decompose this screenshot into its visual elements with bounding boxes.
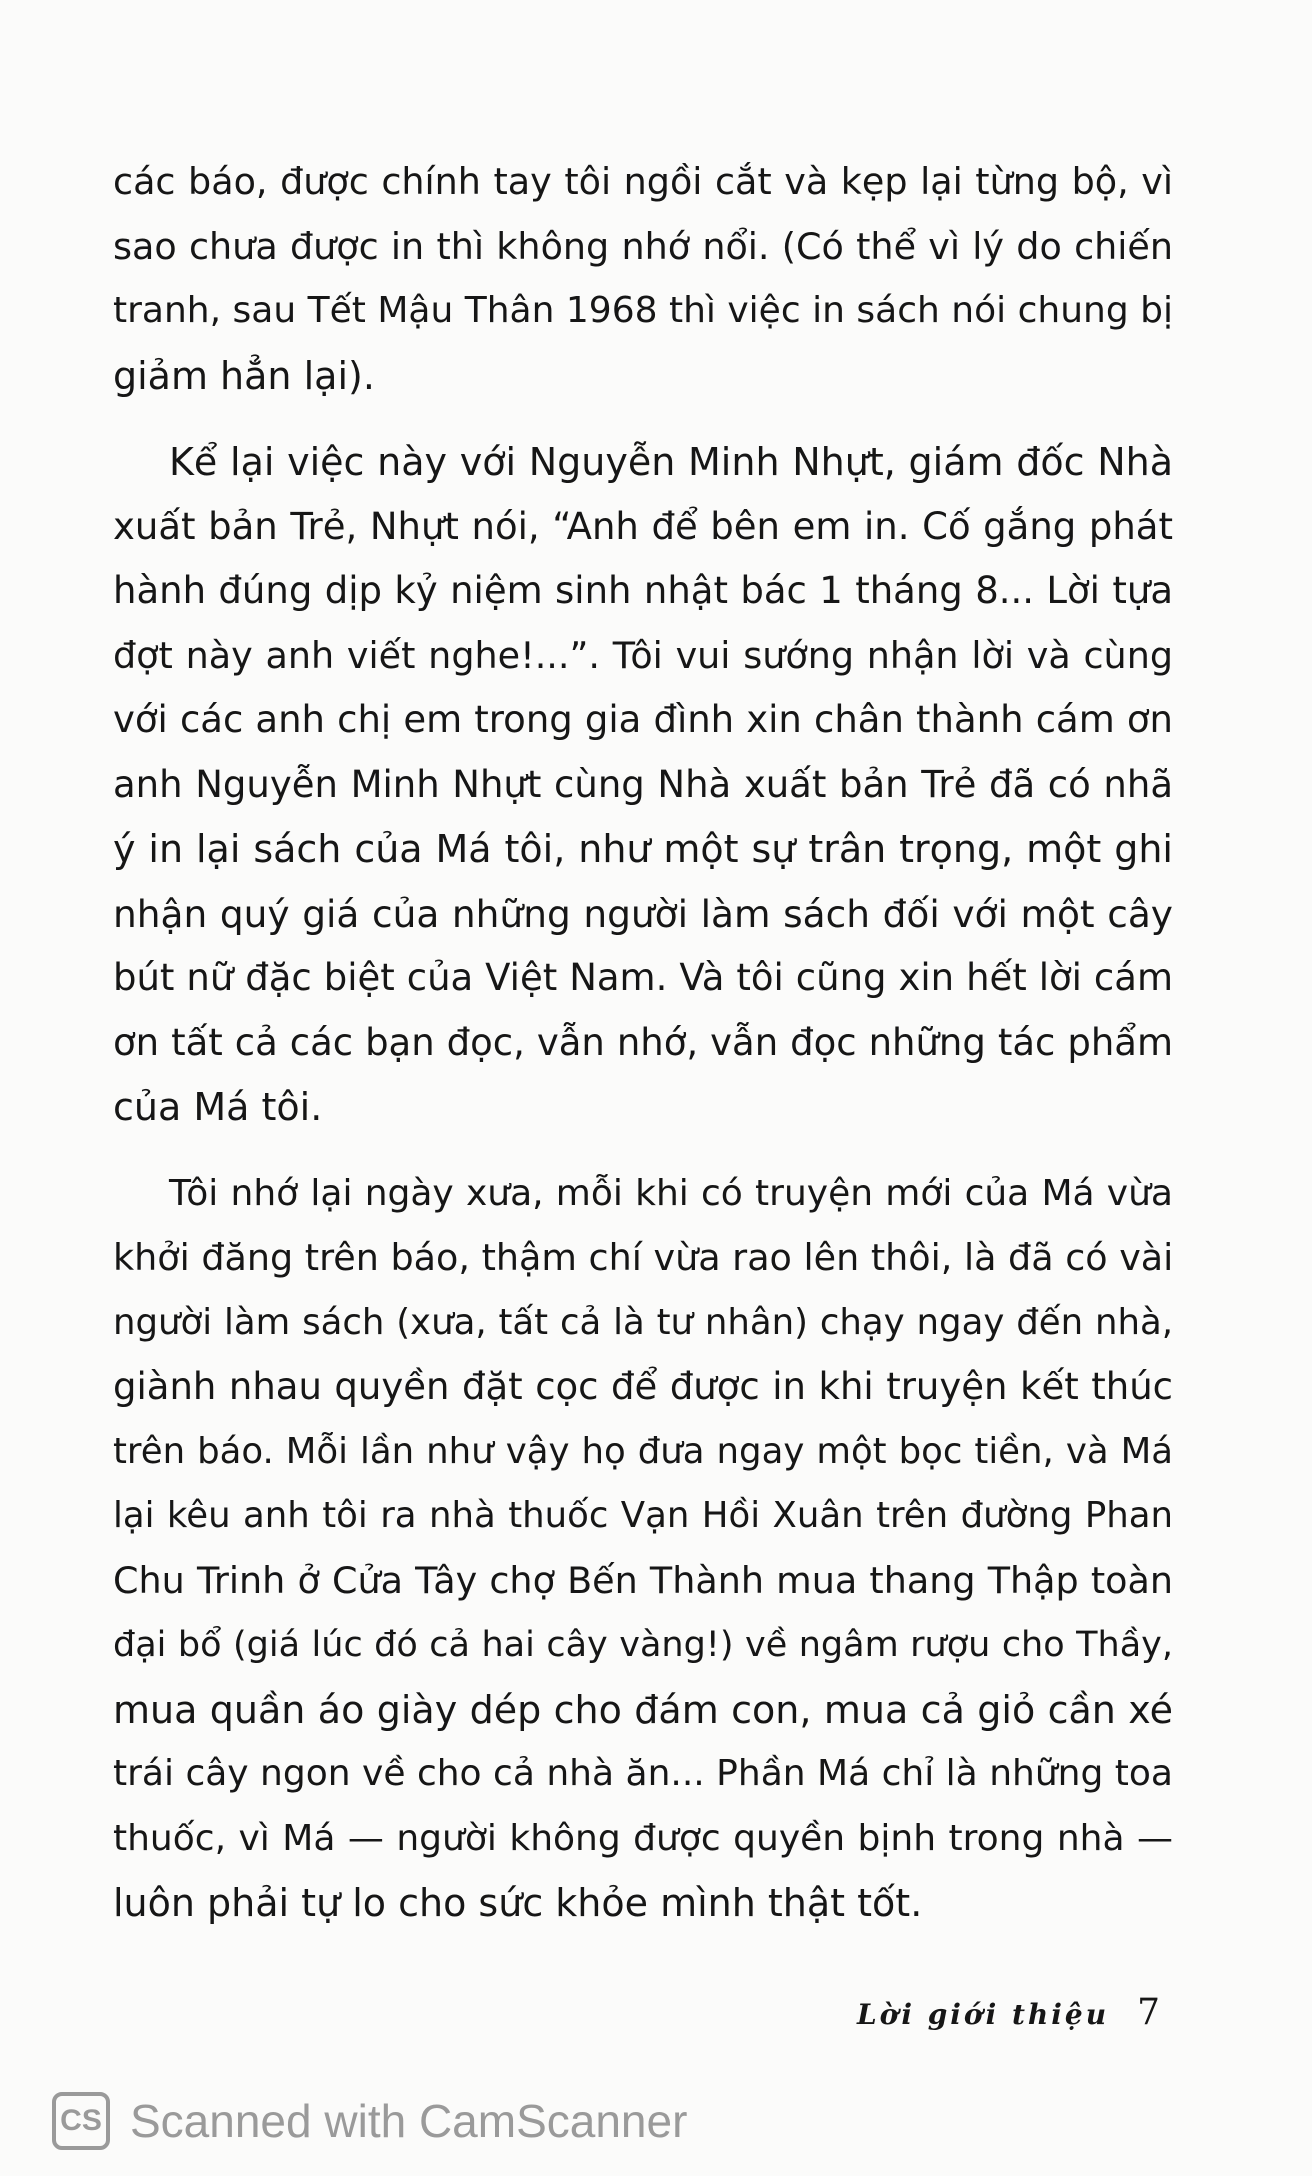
page-footer: [857, 1992, 1160, 2033]
camscanner-logo-icon: CS: [52, 2092, 110, 2150]
text-line: đại bổ (giá lúc đó cả hai cây vàng!) về ngâm rượu cho Thầy,: [113, 1625, 1173, 1665]
text-line: hành đúng dịp kỷ niệm sinh nhật bác 1 tháng 8... Lời tựa: [113, 569, 1173, 612]
text-line: giảm hẳn lại).: [113, 353, 375, 398]
text-line: anh Nguyễn Minh Nhựt cùng Nhà xuất bản Trẻ đã có nhã: [113, 762, 1173, 806]
page-number: 7: [1137, 1992, 1160, 2033]
text-line: Tôi nhớ lại ngày xưa, mỗi khi có truyện mới của Má vừa: [169, 1172, 1173, 1214]
paragraph-2: [113, 430, 1173, 1140]
paragraph-3: [113, 1162, 1173, 1936]
text-line: Kể lại việc này với Nguyễn Minh Nhựt, giám đốc Nhà: [169, 440, 1173, 484]
text-line: khởi đăng trên báo, thậm chí vừa rao lên thôi, là đã có vài: [113, 1236, 1174, 1279]
text-line: các báo, được chính tay tôi ngồi cắt và kẹp lại từng bộ, vì: [113, 160, 1173, 203]
scanner-watermark: [52, 2092, 687, 2150]
text-line: đợt này anh viết nghe!...”. Tôi vui sướng nhận lời và cùng: [113, 633, 1173, 677]
text-line: ơn tất cả các bạn đọc, vẫn nhớ, vẫn đọc những tác phẩm: [113, 1020, 1173, 1064]
text-line: mua quần áo giày dép cho đám con, mua cả giỏ cần xé: [113, 1687, 1173, 1732]
text-line: lại kêu anh tôi ra nhà thuốc Vạn Hồi Xuân trên đường Phan: [113, 1495, 1173, 1536]
text-line: ý in lại sách của Má tôi, như một sự trân trọng, một ghi: [113, 827, 1173, 871]
text-line: với các anh chị em trong gia đình xin chân thành cám ơn: [113, 698, 1173, 741]
text-line: thuốc, vì Má — người không được quyền bịnh trong nhà —: [113, 1817, 1173, 1859]
text-line: luôn phải tự lo cho sức khỏe mình thật tốt.: [113, 1881, 923, 1925]
text-line: xuất bản Trẻ, Nhựt nói, “Anh để bên em in. Cố gắng phát: [113, 504, 1173, 548]
running-footer-title: Lời giới thiệu: [856, 1998, 1110, 2031]
watermark-text: Scanned with CamScanner: [130, 2095, 688, 2147]
text-line: giành nhau quyền đặt cọc để được in khi truyện kết thúc: [113, 1365, 1173, 1408]
text-line: trên báo. Mỗi lần như vậy họ đưa ngay một bọc tiền, và Má: [113, 1430, 1173, 1472]
text-line: nhận quý giá của những người làm sách đối với một cây: [113, 891, 1173, 936]
page-body-text: [113, 150, 1173, 1958]
text-line: bút nữ đặc biệt của Việt Nam. Và tôi cũng xin hết lời cám: [113, 956, 1173, 999]
text-line: người làm sách (xưa, tất cả là tư nhân) chạy ngay đến nhà,: [113, 1301, 1173, 1343]
text-line: sao chưa được in thì không nhớ nổi. (Có thể vì lý do chiến: [113, 224, 1173, 268]
text-line: tranh, sau Tết Mậu Thân 1968 thì việc in sách nói chung bị: [113, 290, 1173, 331]
text-line: trái cây ngon về cho cả nhà ăn... Phần Má chỉ là những toa: [113, 1753, 1173, 1794]
text-line: Chu Trinh ở Cửa Tây chợ Bến Thành mua thang Thập toàn: [113, 1558, 1173, 1602]
text-line: của Má tôi.: [113, 1085, 323, 1129]
paragraph-1: [113, 150, 1173, 408]
